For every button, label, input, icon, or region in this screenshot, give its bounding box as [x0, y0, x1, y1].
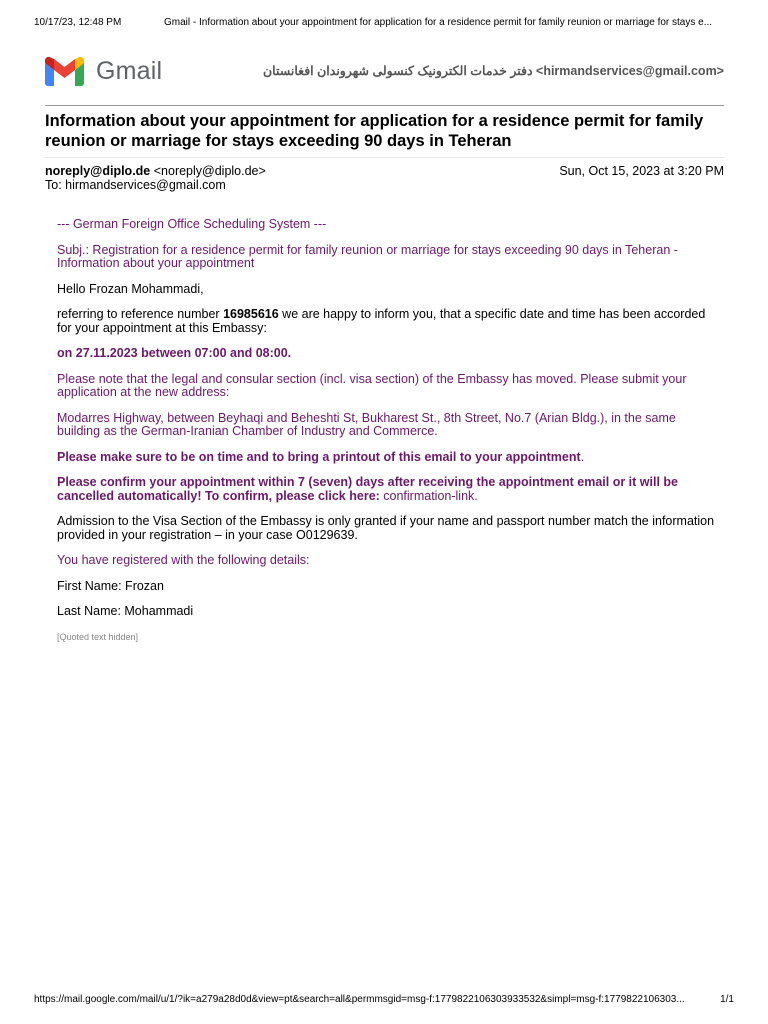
reference-paragraph	[57, 308, 717, 335]
gmail-wordmark: Gmail	[96, 56, 163, 85]
sender-name: noreply@diplo.de	[45, 164, 151, 178]
admission-note: Admission to the Visa Section of the Embassy is only granted if your name and passport number match the information provided in your registration – in your case O0129639.	[57, 514, 715, 542]
header-divider	[45, 105, 724, 106]
print-title: Gmail - Information about your appointment for application for a residence permit for family reunion or marriage for stays e...	[164, 17, 713, 28]
appointment-time: on 27.11.2023 between 07:00 and 08:00.	[57, 346, 292, 360]
confirm-bold: Please confirm your appointment within 7 (seven) days after receiving the appointment email or it will be cancelled automatically! To confirm, please click here:	[57, 475, 678, 503]
recipient: To: hirmandservices@gmail.com	[45, 178, 226, 192]
moved-note: Please note that the legal and consular section (incl. visa section) of the Embassy has moved. Please submit your application at the new address:	[57, 371, 687, 399]
subject-divider	[45, 157, 724, 158]
gmail-logo	[45, 55, 162, 87]
embassy-address: Modarres Highway, between Beyhaqi and Beheshti St, Bukharest St., 8th Street, No.7 (Arian Bldg.), in the same building as the German-Iranian Chamber of Industry and Commerce.	[57, 410, 676, 438]
subj-line: Subj.: Registration for a residence permit for family reunion or marriage for stays exceeding 90 days in Teheran - Information about your appointment	[57, 242, 678, 270]
email-subject: Information about your appointment for application for a residence permit for family reunion or marriage for stays exceeding 90 days in Teheran	[45, 112, 704, 150]
on-time-end: .	[580, 449, 585, 464]
account-email: <hirmandservices@gmail.com>	[536, 64, 724, 78]
on-time-bold: Please make sure to be on time and to bring a printout of this email to your appointment	[57, 449, 581, 464]
first-name: First Name: Frozan	[57, 578, 164, 593]
greeting: Hello Frozan Mohammadi,	[57, 281, 204, 296]
reference-number: 16985616	[223, 307, 279, 321]
registered-line: You have registered with the following details:	[57, 553, 310, 567]
sender	[45, 164, 266, 178]
email-body	[57, 218, 717, 644]
sender-email: <noreply@diplo.de>	[153, 164, 266, 178]
print-url: https://mail.google.com/mail/u/1/?ik=a279a28d0d&view=pt&search=all&permmsgid=msg-f:1779822106303933532&simpl=msg-f:1779822106303...	[34, 994, 685, 1005]
account-label	[263, 63, 724, 78]
ref-suffix: we are happy to inform you, that a specific date and time has been accorded for your appointment at this Embassy:	[57, 307, 706, 335]
email-date: Sun, Oct 15, 2023 at 3:20 PM	[559, 164, 724, 178]
quoted-text-toggle[interactable]: [Quoted text hidden]	[57, 631, 139, 642]
last-name: Last Name: Mohammadi	[57, 604, 194, 618]
confirm-note	[57, 476, 717, 503]
on-time-note	[57, 451, 717, 465]
gmail-m-icon	[45, 57, 84, 86]
confirmation-link[interactable]: confirmation-link.	[383, 488, 478, 503]
account-name: دفتر خدمات الکترونیک کنسولی شهروندان افغانستان	[262, 64, 533, 78]
print-datetime: 10/17/23, 12:48 PM	[34, 17, 122, 28]
system-line: --- German Foreign Office Scheduling System ---	[57, 217, 327, 231]
page-number: 1/1	[720, 994, 734, 1005]
ref-prefix: referring to reference number	[57, 307, 224, 321]
